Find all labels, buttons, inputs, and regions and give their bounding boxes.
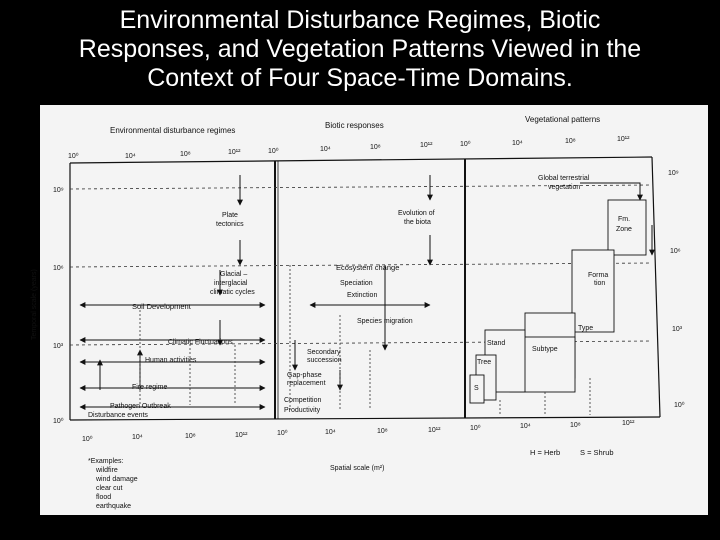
fire-regime-label: Fire regime (132, 384, 168, 391)
shrub-label: S (474, 385, 479, 392)
left-ticks (53, 187, 64, 425)
global-vegetation-label: vegetation (548, 184, 581, 191)
formation-label: Forma (588, 272, 609, 279)
soil-development-label: Soil Development (132, 302, 191, 311)
right-tick: 10³ (672, 326, 683, 333)
header-vegetation: Vegetational patterns (525, 115, 601, 124)
speciation-label: Speciation (340, 280, 373, 287)
climatic-fluctuations-label: Climatic Fluctuations (168, 339, 233, 346)
footnote (88, 458, 138, 510)
top-tick: 10⁴ (125, 153, 136, 160)
header-biotic: Biotic responses (325, 121, 384, 130)
footnote-item: flood (96, 494, 112, 501)
footnote-item: earthquake (96, 503, 132, 510)
bottom-tick: 10⁸ (570, 422, 581, 429)
footnote-item: clear cut (96, 485, 123, 492)
glacial-label: Glacial – (220, 271, 248, 278)
legend-herb: H = Herb (530, 448, 561, 457)
pathogen-outbreak-label: Pathogen Outbreak (110, 403, 171, 410)
bottom-tick: 10⁴ (520, 423, 531, 430)
biotic-labels (284, 210, 435, 414)
bottom-tick: 10⁰ (470, 425, 481, 432)
space-time-domains-figure (31, 105, 708, 515)
right-tick: 10⁶ (670, 248, 681, 255)
left-tick: 10³ (53, 343, 64, 350)
glacial-label: climatic cycles (210, 289, 255, 296)
right-ticks (668, 170, 685, 409)
bottom-tick: 10¹² (235, 432, 248, 439)
figure-svg (31, 105, 708, 515)
top-tick: 10⁰ (460, 141, 471, 148)
tree-label: Tree (477, 359, 492, 366)
top-tick: 10⁸ (565, 138, 576, 145)
bottom-tick: 10⁸ (377, 428, 388, 435)
top-tick: 10⁸ (180, 151, 191, 158)
top-tick: 10⁴ (320, 146, 331, 153)
type-label: Type (578, 325, 594, 332)
slide-title (0, 6, 720, 93)
disturbance-events-label: Disturbance events (88, 412, 148, 419)
bottom-ticks (82, 420, 635, 443)
fm-zone-label: Fm. (618, 216, 631, 223)
right-tick: 10⁹ (668, 170, 679, 177)
footnote-item: wind damage (96, 476, 138, 483)
bottom-tick: 10⁰ (277, 430, 288, 437)
evolution-label: the biota (404, 219, 431, 226)
header-environmental: Environmental disturbance regimes (110, 126, 236, 135)
bottom-tick: 10¹² (428, 427, 441, 434)
competition-label: Competition (284, 397, 322, 404)
x-axis-label: Spatial scale (m²) (330, 465, 385, 472)
extinction-label: Extinction (347, 292, 378, 299)
fm-zone-label: Zone (616, 226, 632, 233)
human-activities-label: Human activities (145, 357, 197, 364)
global-vegetation-label: Global terrestrial (538, 175, 590, 182)
top-tick: 10⁰ (68, 153, 79, 160)
formation-box (572, 250, 614, 332)
ecosystem-change-label: Ecosystem change (336, 263, 400, 272)
footnote-heading: *Examples: (88, 458, 124, 465)
legend-shrub: S = Shrub (580, 448, 614, 457)
bottom-tick: 10⁰ (82, 436, 93, 443)
top-tick: 10⁰ (268, 148, 279, 155)
gap-phase-label: replacement (287, 380, 326, 387)
bottom-tick: 10¹² (622, 420, 635, 427)
top-tick: 10⁸ (370, 144, 381, 151)
secondary-succession-label: succession (307, 357, 342, 364)
slide-title-line: Environmental Disturbance Regimes, Biotic (119, 6, 601, 34)
left-tick: 10⁰ (53, 418, 64, 425)
top-tick: 10¹² (228, 149, 241, 156)
top-tick: 10¹² (420, 142, 433, 149)
top-tick: 10¹² (617, 136, 630, 143)
subtype-label: Subtype (532, 346, 558, 353)
right-tick: 10⁰ (674, 402, 685, 409)
plate-tectonics-label: Plate (222, 212, 238, 219)
left-tick: 10⁹ (53, 187, 64, 194)
evolution-label: Evolution of (398, 210, 435, 217)
bottom-tick: 10⁸ (185, 433, 196, 440)
slide-title-line: Context of Four Space-Time Domains. (147, 64, 573, 92)
left-tick: 10⁶ (53, 265, 64, 272)
vegetation-legend (530, 448, 614, 457)
gap-phase-label: Gap-phase (287, 372, 322, 379)
formation-label: tion (594, 280, 606, 287)
slide-title-line: Responses, and Vegetation Patterns Viewed in the (78, 35, 642, 63)
plate-tectonics-label: tectonics (216, 221, 244, 228)
productivity-label: Productivity (284, 407, 321, 414)
secondary-succession-label: Secondary (307, 349, 341, 356)
top-tick: 10⁴ (512, 140, 523, 147)
glacial-label: interglacial (214, 280, 248, 287)
bottom-tick: 10⁴ (325, 429, 336, 436)
species-migration-label: Species migration (357, 318, 413, 325)
footnote-item: wildfire (96, 467, 118, 474)
y-axis-label: Temporal scale (years) (31, 269, 38, 340)
bottom-tick: 10⁴ (132, 434, 143, 441)
stand-label: Stand (487, 340, 506, 347)
top-ticks (68, 136, 630, 160)
